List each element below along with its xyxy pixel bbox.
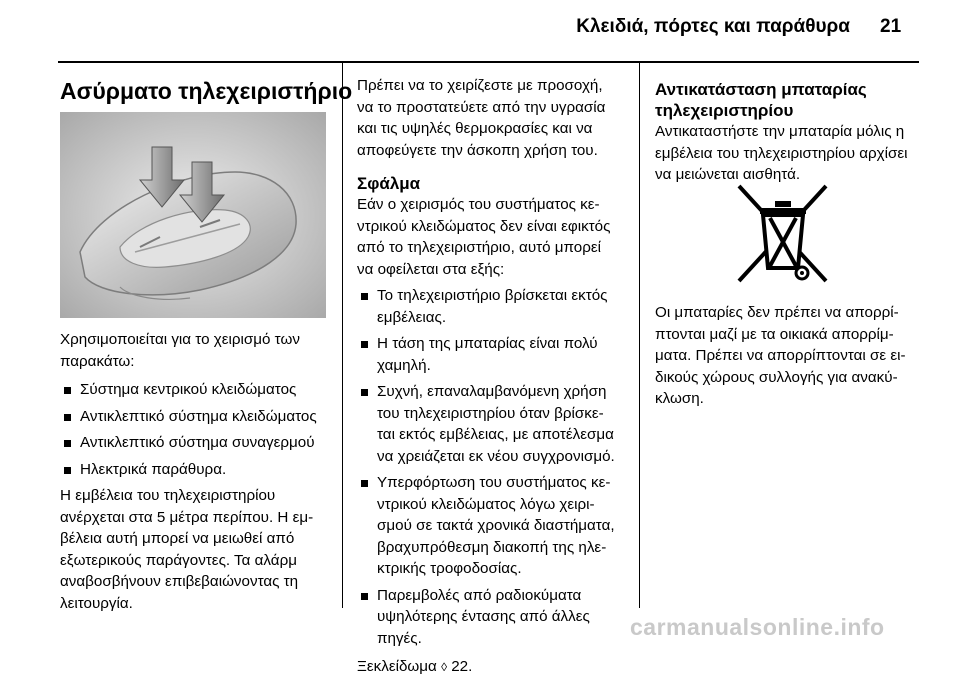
text-line: Εάν ο χειρισμός του συστήματος κε- [357,196,600,213]
text-line: από το τηλεχειριστήριο, αυτό μπορεί [357,239,602,256]
text-line: βέλεια αυτή μπορεί να μειωθεί από [60,530,295,547]
text-line: εξωτερικούς παράγοντες. Τα αλάρμ [60,551,297,569]
bullet-text: Υπερφόρτωση του συστήματος κε- [377,474,611,491]
text-line: κλωση. [655,390,704,407]
bullet-text: εμβέλειας. [377,308,447,326]
bullet-icon [64,467,71,474]
bullet-item [357,285,635,328]
bullet-item [60,432,338,454]
text-line: να μειώνεται αισθητά. [655,166,801,183]
bullet-icon [64,440,71,447]
bullet-text: ντρικού κλειδώματος λόγω χειρι- [377,495,595,513]
crossed-out-wheelie-bin-icon [735,182,830,285]
bullet-text: βραχυπρόθεσμη διακοπή της ηλε- [377,538,607,556]
text-line: λειτουργία. [60,594,133,612]
bullet-item [357,585,635,650]
text-line: πτονται μαζί με τα οικιακά απορρίμ- [655,325,894,343]
bullet-text: Συχνή, επαναλαμβανόμενη χρήση [377,383,607,400]
text-line: να οφείλεται στα εξής: [357,260,505,278]
text-line: να το προστατεύετε από την υγρασία [357,98,606,116]
col3-body [655,79,945,186]
bullet-icon [64,387,71,394]
bullet-item [357,472,635,580]
remote-key-illustration [60,112,326,318]
text-line: Πρέπει να το χειρίζεστε με προσοχή, [357,77,603,94]
running-header-title: Κλειδιά, πόρτες και παράθυρα [576,16,850,37]
text-line: αναβοσβήνουν επιβεβαιώνοντας τη [60,573,299,590]
cross-reference[interactable] [357,656,635,679]
bullet-text: του τηλεχειριστηρίου όταν βρίσκε- [377,404,604,422]
text-line: αποφεύγετε την άσκοπη χρήση του. [357,141,598,159]
battery-heading-line2: τηλεχειριστηρίου [655,101,794,120]
bullet-text: Η τάση της μπαταρίας είναι πολύ [377,335,598,352]
watermark: carmanualsonline.info [630,614,885,640]
bullet-text: χαμηλή. [377,356,431,374]
text-line: ντρικού κλειδώματος δεν είναι εφικτός [357,217,611,235]
text-line: και τις υψηλές θερμοκρασίες και να [357,120,593,137]
bullet-text: Αντικλεπτικό σύστημα κλειδώματος [80,407,317,425]
bullet-item [357,333,635,376]
bullet-text: Σύστημα κεντρικού κλειδώματος [80,381,297,398]
bullet-icon [361,293,368,300]
col1-body [60,329,338,614]
cross-reference-icon: ◊ [441,660,447,674]
col3-disposal-paragraph [655,302,945,410]
bullet-icon [361,480,368,487]
bullet-text: κτρικής τροφοδοσίας. [377,560,522,577]
text-line: παρακάτω: [60,352,135,370]
text-line: Αντικαταστήστε την μπαταρία μόλις η [655,123,905,140]
bullet-item [60,379,338,401]
bullet-text: ται εκτός εμβέλειας, με αποτέλεσμα [377,426,614,443]
bullet-text: Ηλεκτρικά παράθυρα. [80,460,227,478]
bullet-item [357,381,635,467]
bullet-text: Αντικλεπτικό σύστημα συναγερμού [80,434,315,451]
bullet-icon [361,389,368,396]
page-number: 21 [880,16,902,37]
column-divider-left [342,63,343,608]
header-divider [58,61,919,63]
bullet-item [60,406,338,428]
cross-reference-label: Ξεκλείδωμα [357,658,437,675]
bullet-text: Παρεμβολές από ραδιοκύματα [377,586,582,604]
text-line: ανέρχεται στα 5 μέτρα περίπου. Η εμ- [60,508,314,526]
column-divider-right [639,63,640,608]
text-line: Η εμβέλεια του τηλεχειριστηρίου [60,487,276,504]
bullet-text: Το τηλεχειριστήριο βρίσκεται εκτός [377,287,608,304]
bullet-text: να χρειάζεται εκ νέου συγχρονισμό. [377,447,615,465]
range-paragraph [60,485,338,614]
bullet-icon [64,414,71,421]
section-title-remote: Ασύρματο τηλεχειριστήριο [60,78,353,104]
bullet-icon [361,593,368,600]
col2-body [357,75,635,679]
cross-reference-page: 22. [451,658,473,675]
bullet-item [60,459,338,481]
text-line: δικούς χώρους συλλογής για ανακύ- [655,368,898,386]
battery-heading-line1: Αντικατάσταση μπαταρίας [655,80,867,99]
fault-heading: Σφάλμα [357,174,421,193]
text-line: Χρησιμοποιείται για το χειρισμό των [60,331,300,348]
text-line: Οι μπαταρίες δεν πρέπει να απορρί- [655,304,899,321]
text-line: ματα. Πρέπει να απορρίπτονται σε ει- [655,347,906,364]
bullet-icon [361,341,368,348]
bullet-text: υψηλότερης έντασης από άλλες [377,608,590,625]
text-line: εμβέλεια του τηλεχειριστηρίου αρχίσει [655,144,908,162]
bullet-text: πηγές. [377,629,422,647]
bullet-text: σμού σε τακτά χρονικά διαστήματα, [377,517,615,534]
